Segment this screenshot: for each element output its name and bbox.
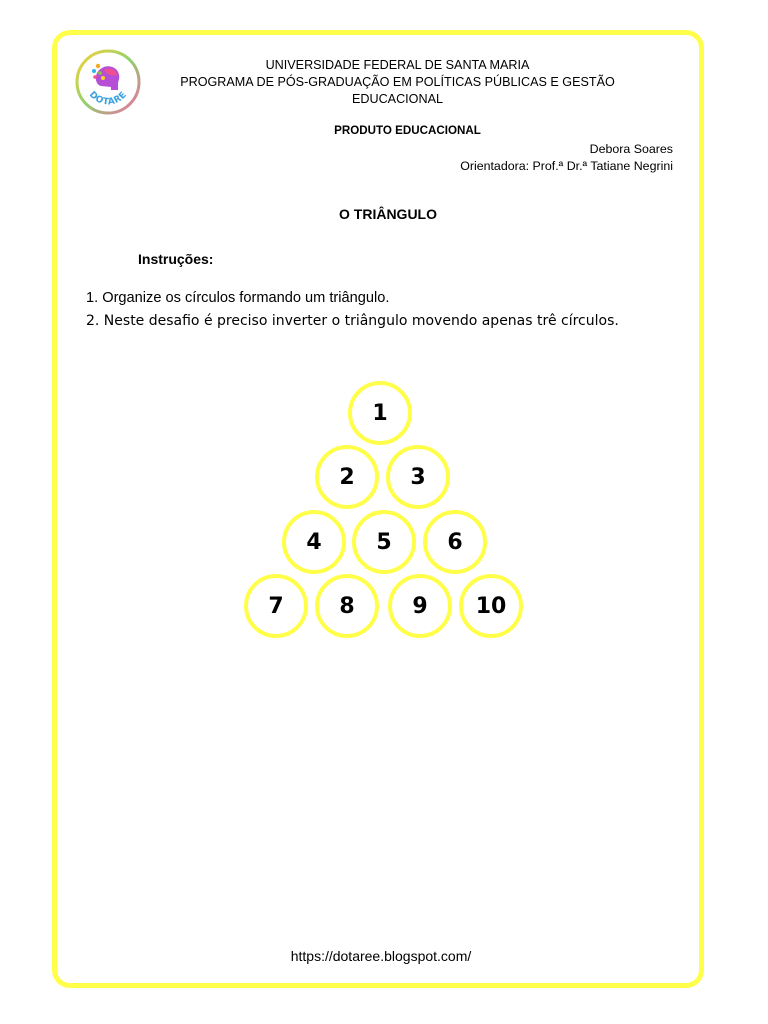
footer-url[interactable]: https://dotaree.blogspot.com/	[290, 948, 472, 964]
institution-header	[160, 57, 635, 108]
svg-text:DOTARE: DOTARE	[86, 89, 130, 108]
advisor-name: Orientadora: Prof.ª Dr.ª Tatiane Negrini	[460, 159, 673, 173]
triangle-circle-7: 7	[244, 574, 308, 638]
triangle-circle-4: 4	[282, 510, 346, 574]
triangle-circle-1: 1	[348, 381, 412, 445]
instructions-list	[86, 288, 619, 334]
triangle-circle-8: 8	[315, 574, 379, 638]
author-block	[460, 141, 673, 175]
triangle-circle-6: 6	[423, 510, 487, 574]
triangle-circle-3: 3	[386, 445, 450, 509]
triangle-circle-10: 10	[459, 574, 523, 638]
author-name: Debora Soares	[589, 142, 673, 156]
program-name-line2: EDUCACIONAL	[352, 92, 443, 106]
triangle-circle-2: 2	[315, 445, 379, 509]
page-title: O TRIÂNGULO	[339, 206, 437, 222]
triangle-circle-9: 9	[388, 574, 452, 638]
product-label: PRODUTO EDUCACIONAL	[334, 124, 481, 137]
university-name: UNIVERSIDADE FEDERAL DE SANTA MARIA	[265, 58, 530, 72]
instructions-heading: Instruções:	[138, 251, 214, 267]
dotare-logo	[74, 48, 142, 116]
instruction-item-1: 1. Organize os círculos formando um triângulo.	[86, 290, 390, 306]
triangle-circle-5: 5	[352, 510, 416, 574]
program-name-line1: PROGRAMA DE PÓS-GRADUAÇÃO EM POLÍTICAS PÚBLICAS E GESTÃO	[180, 75, 615, 89]
instruction-item-2: 2. Neste desafio é preciso inverter o triângulo movendo apenas trê círculos.	[86, 313, 619, 329]
